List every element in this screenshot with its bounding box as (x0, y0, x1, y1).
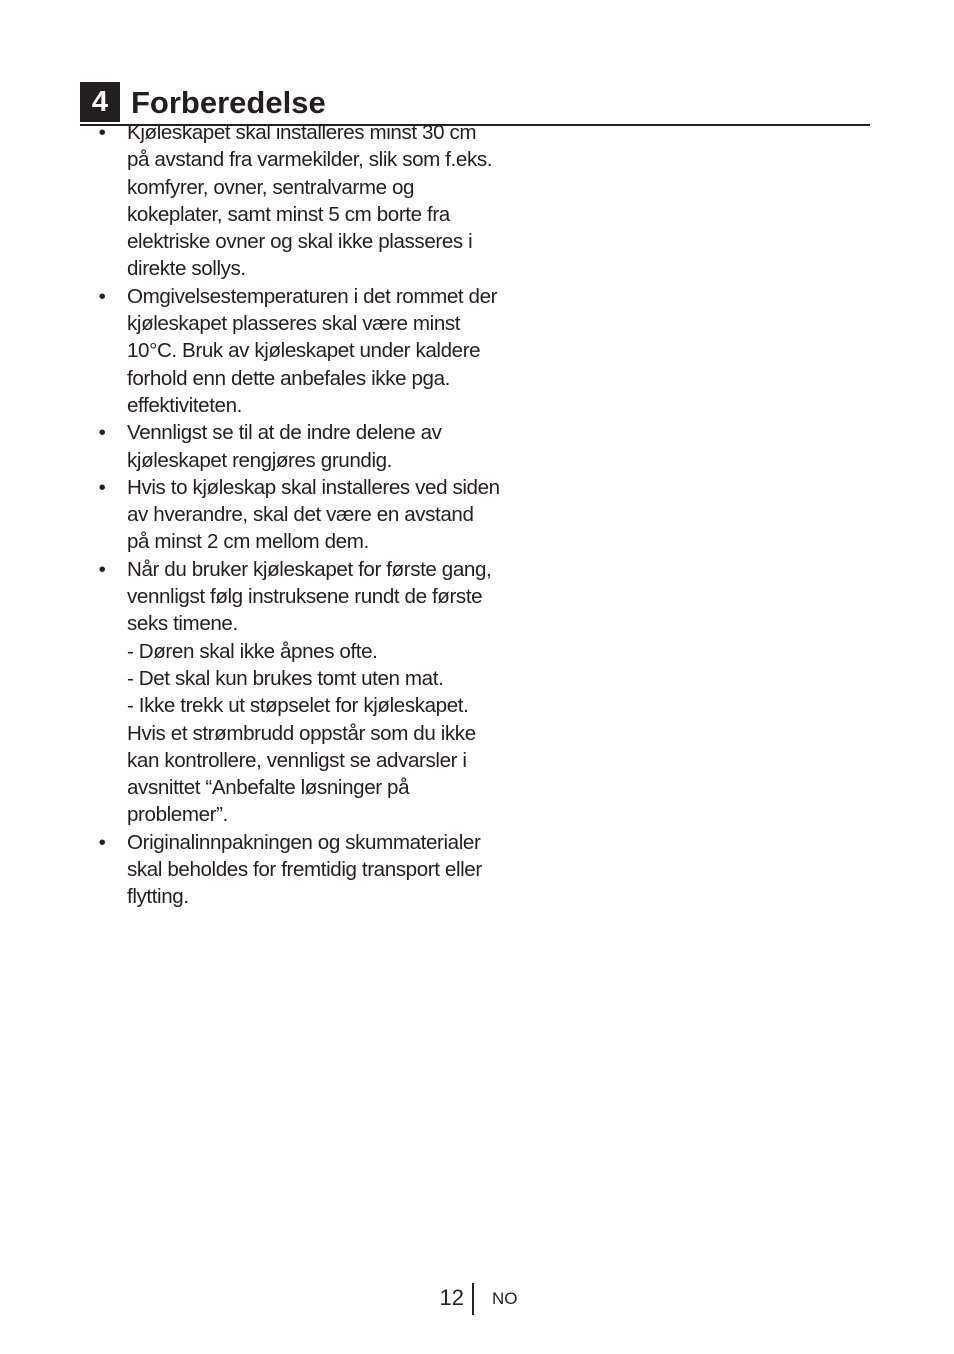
sub-instruction: - Ikke trekk ut støpselet for kjøleskapet. Hvis et strømbrudd oppstår som du ikke kan kontrollere, vennligst se advarsler i avsnittet “Anbefalte løsninger på problemer”. (127, 694, 476, 827)
list-item (80, 419, 500, 474)
bullet-icon: • (98, 284, 106, 308)
sub-instruction: - Det skal kun brukes tomt uten mat. (127, 666, 444, 690)
footer-divider (472, 1283, 474, 1315)
bullet-icon: • (98, 475, 106, 499)
list-item-text: Hvis to kjøleskap skal installeres ved siden av hverandre, skal det være en avstand på minst 2 cm mellom dem. (127, 475, 500, 554)
list-item-text: Kjøleskapet skal installeres minst 30 cm på avstand fra varmekilder, slik som f.eks. komfyrer, ovner, sentralvarme og kokeplater, samt minst 5 cm borte fra elektriske ovner og skal ikke plasseres i direkte sollys. (127, 121, 493, 281)
preparation-list (80, 119, 500, 911)
list-item-text: Originalinnpakningen og skummaterialer skal beholdes for fremtidig transport eller flytting. (127, 830, 482, 909)
bullet-icon: • (98, 421, 106, 445)
preparation-content (80, 119, 500, 911)
page-number: 12 (439, 1285, 464, 1310)
list-item (80, 474, 500, 556)
list-item-text: Omgivelsestemperaturen i det rommet der kjøleskapet plasseres skal være minst 10°C. Bruk av kjøleskapet under kaldere forhold enn dette anbefales ikke pga. effektiviteten. (127, 284, 498, 417)
list-item (80, 829, 500, 911)
list-item (80, 556, 500, 829)
list-item (80, 283, 500, 419)
list-item (80, 119, 500, 283)
language-code: NO (492, 1289, 518, 1308)
bullet-icon: • (98, 557, 106, 581)
sub-instruction: - Døren skal ikke åpnes ofte. (127, 639, 378, 663)
list-item-text: Vennligst se til at de indre delene av kjøleskapet rengjøres grundig. (127, 421, 442, 472)
bullet-icon: • (98, 830, 106, 854)
list-item-text: Når du bruker kjøleskapet for første gang, vennligst følg instruksene rundt de første seks timene. (127, 557, 492, 636)
section-number-badge: 4 (80, 82, 120, 122)
section-title: Forberedelse (131, 85, 326, 120)
bullet-icon: • (98, 121, 106, 144)
